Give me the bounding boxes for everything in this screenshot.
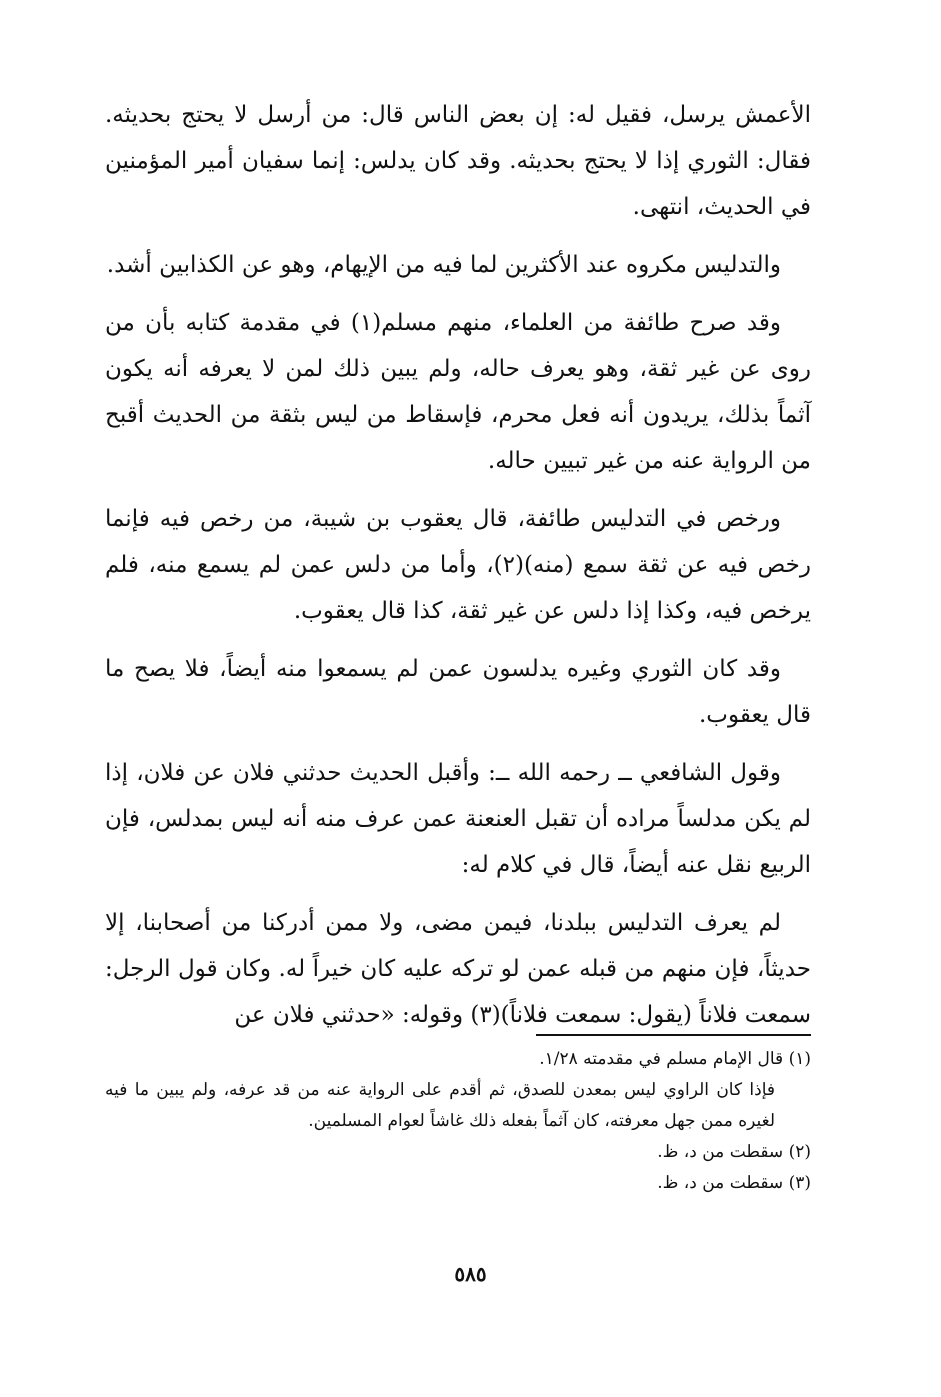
footnote-1-continuation: فإذا كان الراوي ليس بمعدن للصدق، ثم أقدم على الرواية عنه من قد عرفه، ولم يبين ما فيه لغيره ممن جهل معرفته، كان آثماً بفعله ذلك غاشاً لعوام المسلمين.: [105, 1080, 775, 1131]
paragraph-3: وقد صرح طائفة من العلماء، منهم مسلم(١) في مقدمة كتابه بأن من روى عن غير ثقة، وهو يعرف حاله، ولم يبين ذلك لمن لا يعرفه أنه يكون آثماً بذلك، يريدون أنه فعل محرم، فإسقاط من ليس بثقة من الحديث أقبح من الرواية عنه من غير تبيين حاله.: [105, 310, 811, 474]
footnotes: [105, 1044, 811, 1199]
footnote-1: (١) قال الإمام مسلم في مقدمته ١/٢٨.: [539, 1049, 811, 1069]
paragraph-5: وقد كان الثوري وغيره يدلسون عمن لم يسمعوا منه أيضاً، فلا يصح ما قال يعقوب.: [105, 656, 811, 728]
main-text: [105, 92, 811, 1050]
paragraph-2: والتدليس مكروه عند الأكثرين لما فيه من الإيهام، وهو عن الكذابين أشد.: [106, 252, 781, 278]
page-number: ٥٨٥: [454, 1262, 487, 1286]
paragraph-6: وقول الشافعي ــ رحمه الله ــ: وأقبل الحديث حدثني فلان عن فلان، إذا لم يكن مدلساً مراده أن تقبل العنعنة عمن عرف منه أنه ليس بمدلس، فإن الربيع نقل عنه أيضاً، قال في كلام له:: [105, 760, 811, 878]
footnote-separator: [536, 1034, 811, 1036]
paragraph-7: لم يعرف التدليس ببلدنا، فيمن مضى، ولا ممن أدركنا من أصحابنا، إلا حديثاً، فإن منهم من قبله عمن لو تركه عليه كان خيراً له. وكان قول الرجل: سمعت فلاناً (يقول: سمعت فلاناً)(٣) وقوله: «حدثني فلان عن: [105, 910, 811, 1028]
paragraph-4: ورخص في التدليس طائفة، قال يعقوب بن شيبة، من رخص فيه فإنما رخص فيه عن ثقة سمع (منه)(٢)، وأما من دلس عمن لم يسمع منه، فلم يرخص فيه، وكذا إذا دلس عن غير ثقة، كذا قال يعقوب.: [105, 506, 811, 624]
paragraph-1: الأعمش يرسل، فقيل له: إن بعض الناس قال: من أرسل لا يحتج بحديثه. فقال: الثوري إذا لا يحتج بحديثه. وقد كان يدلس: إنما سفيان أمير المؤمنين في الحديث، انتهى.: [105, 102, 811, 220]
footnote-3: (٣) سقطت من د، ظ.: [657, 1173, 811, 1193]
footnote-2: (٢) سقطت من د، ظ.: [657, 1142, 811, 1162]
